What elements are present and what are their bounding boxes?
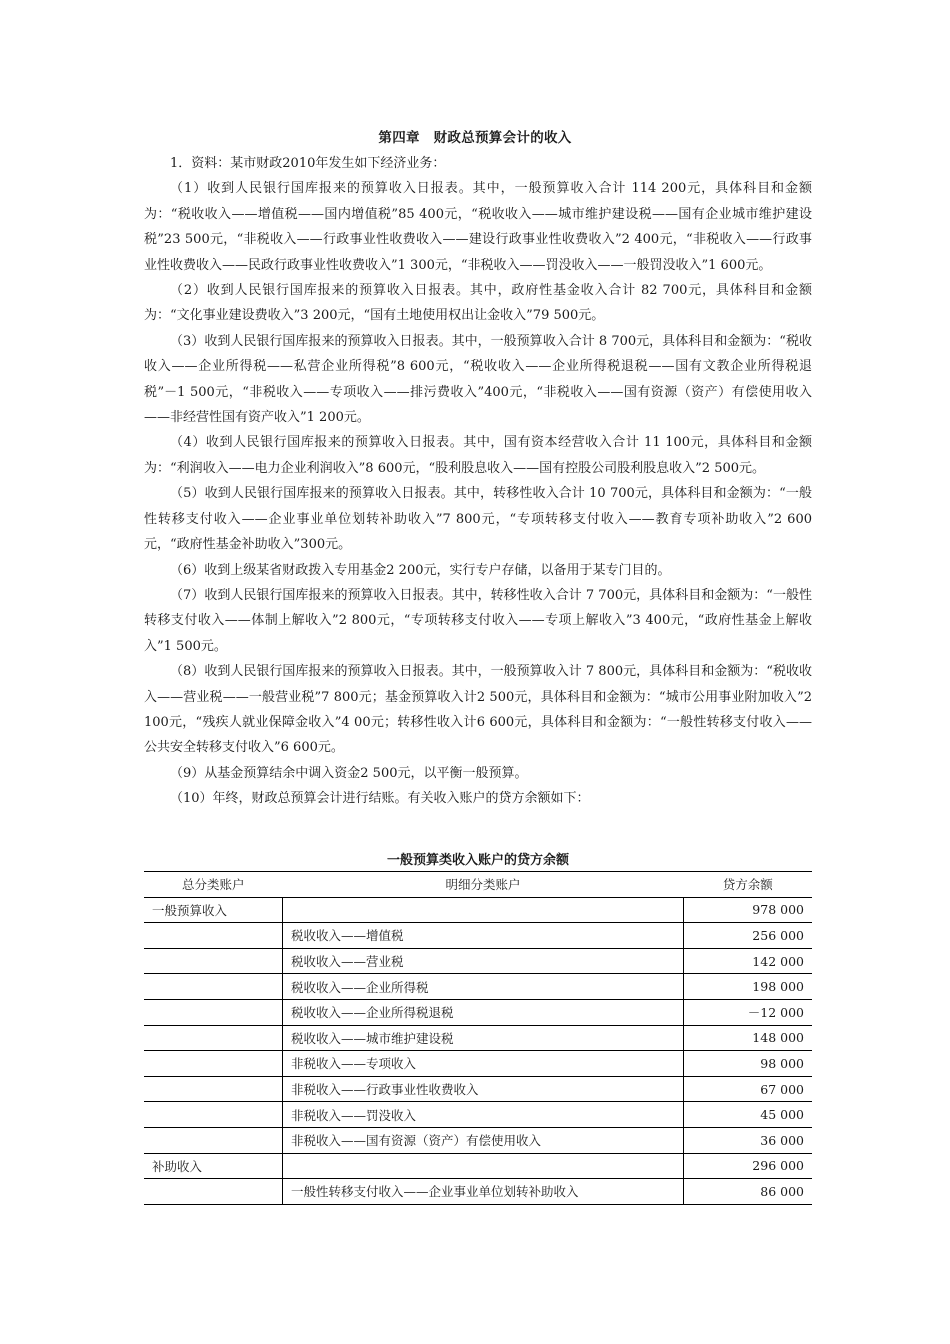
table-row [144, 1076, 812, 1102]
general-account-cell [144, 999, 283, 1025]
detail-account-cell: 税收收入——营业税 [283, 948, 684, 974]
header-credit-balance: 贷方余额 [684, 872, 813, 898]
page-title: 第四章 财政总预算会计的收入 [378, 130, 572, 146]
detail-account-cell: 非税收入——行政事业性收费收入 [283, 1076, 684, 1102]
detail-account-cell: 非税收入——国有资源（资产）有偿使用收入 [283, 1127, 684, 1153]
header-detail-account: 明细分类账户 [283, 872, 684, 898]
detail-account-cell: 税收收入——城市维护建设税 [283, 1025, 684, 1051]
general-account-cell [144, 1127, 283, 1153]
table-row [144, 897, 812, 923]
paragraph-item-7: （7）收到人民银行国库报来的预算收入日报表。其中，转移性收入合计 7 700元，具体科目和金额为：“一般性转移支付收入——体制上解收入”2 800元，“专项转移支付收入——专项上解收入”3 400元，“政府性基金上解收入”1 500元。 [144, 587, 812, 654]
table-row [144, 974, 812, 1000]
paragraph-item-6: （6）收到上级某省财政拨入专用基金2 200元，实行专户存储，以备用于某专门目的。 [170, 562, 671, 578]
table-title: 一般预算类收入账户的贷方余额 [386, 853, 569, 868]
table-row [144, 948, 812, 974]
credit-balance-cell: 36 000 [684, 1127, 813, 1153]
paragraph-item-9: （9）从基金预算结余中调入资金2 500元，以平衡一般预算。 [170, 765, 528, 781]
paragraph-item-8: （8）收到人民银行国库报来的预算收入日报表。其中，一般预算收入计 7 800元，具体科目和金额为：“税收收入——营业税——一般营业税”7 800元；基金预算收入计2 500元，具体科目和金额为：“城市公用事业附加收入”2 100元，“残疾人就业保障金收入”4 00元；转移性收入计6 600元，具体科目和金额为：“一般性转移支付收入——公共安全转移支付收入”6 600元。 [144, 664, 812, 756]
general-account-cell [144, 974, 283, 1000]
credit-balance-table [144, 871, 812, 1205]
paragraph-item-10: （10）年终，财政总预算会计进行结账。有关收入账户的贷方余额如下： [170, 791, 590, 807]
table-row [144, 999, 812, 1025]
table-row [144, 1127, 812, 1153]
general-account-cell [144, 1076, 283, 1102]
credit-balance-cell: 67 000 [684, 1076, 813, 1102]
body-text [144, 151, 812, 812]
paragraph-item-5: （5）收到人民银行国库报来的预算收入日报表。其中，转移性收入合计 10 700元，具体科目和金额为：“一般性转移支付收入——企业事业单位划转补助收入”7 800元，“专项转移支付收入——教育专项补助收入”2 600元，“政府性基金补助收入”300元。 [144, 486, 812, 553]
paragraph-item-1: （1）收到人民银行国库报来的预算收入日报表。其中，一般预算收入合计 114 200元，具体科目和金额为：“税收收入——增值税——国内增值税”85 400元，“税收收入——城市维护建设税——国有企业城市维护建设税”23 500元，“非税收入——行政事业性收费收入——建设行政事业性收费收入”2 400元，“非税收入——行政事业性收费收入——民政行政事业性收费收入”1 300元，“非税收入——罚没收入——一般罚没收入”1 600元。 [144, 181, 812, 273]
detail-account-cell [283, 897, 684, 923]
general-account-cell [144, 1025, 283, 1051]
general-account-cell: 一般预算收入 [144, 897, 283, 923]
credit-balance-cell: 98 000 [684, 1051, 813, 1077]
header-general-account: 总分类账户 [144, 872, 283, 898]
detail-account-cell: 税收收入——企业所得税退税 [283, 999, 684, 1025]
credit-balance-cell: 148 000 [684, 1025, 813, 1051]
table-row [144, 1102, 812, 1128]
paragraph-intro: 1．资料：某市财政2010年发生如下经济业务： [170, 156, 446, 171]
credit-balance-cell: 198 000 [684, 974, 813, 1000]
detail-account-cell: 税收收入——企业所得税 [283, 974, 684, 1000]
credit-balance-cell: 296 000 [684, 1153, 813, 1179]
general-account-cell [144, 1102, 283, 1128]
detail-account-cell: 非税收入——罚没收入 [283, 1102, 684, 1128]
detail-account-cell: 一般性转移支付收入——企业事业单位划转补助收入 [283, 1179, 684, 1205]
credit-balance-cell: 142 000 [684, 948, 813, 974]
credit-balance-cell: 256 000 [684, 923, 813, 949]
credit-balance-cell: 978 000 [684, 897, 813, 923]
table-row [144, 1025, 812, 1051]
general-account-cell [144, 1051, 283, 1077]
paragraph-item-2: （2）收到人民银行国库报来的预算收入日报表。其中，政府性基金收入合计 82 700元，具体科目和金额为：“文化事业建设费收入”3 200元，“国有土地使用权出让金收入”79 500元。 [144, 283, 812, 324]
detail-account-cell: 非税收入——专项收入 [283, 1051, 684, 1077]
general-account-cell [144, 923, 283, 949]
paragraph-item-4: （4）收到人民银行国库报来的预算收入日报表。其中，国有资本经营收入合计 11 100元，具体科目和金额为：“利润收入——电力企业利润收入”8 600元，“股利股息收入——国有控股公司股利股息收入”2 500元。 [144, 435, 812, 476]
table-row [144, 923, 812, 949]
credit-balance-cell: －12 000 [684, 999, 813, 1025]
credit-balance-cell: 45 000 [684, 1102, 813, 1128]
general-account-cell [144, 1179, 283, 1205]
detail-account-cell: 税收收入——增值税 [283, 923, 684, 949]
paragraph-item-3: （3）收到人民银行国库报来的预算收入日报表。其中，一般预算收入合计 8 700元，具体科目和金额为：“税收收入——企业所得税——私营企业所得税”8 600元，“税收收入——企业所得税退税——国有文教企业所得税退税”－1 500元，“非税收入——专项收入——排污费收入”400元，“非税收入——国有资源（资产）有偿使用收入——非经营性国有资产收入”1 200元。 [144, 333, 812, 426]
table-row [144, 1051, 812, 1077]
general-account-cell: 补助收入 [144, 1153, 283, 1179]
general-account-cell [144, 948, 283, 974]
table-row [144, 1153, 812, 1179]
table-row [144, 1179, 812, 1205]
detail-account-cell [283, 1153, 684, 1179]
credit-balance-cell: 86 000 [684, 1179, 813, 1205]
table-header-row [144, 872, 812, 898]
